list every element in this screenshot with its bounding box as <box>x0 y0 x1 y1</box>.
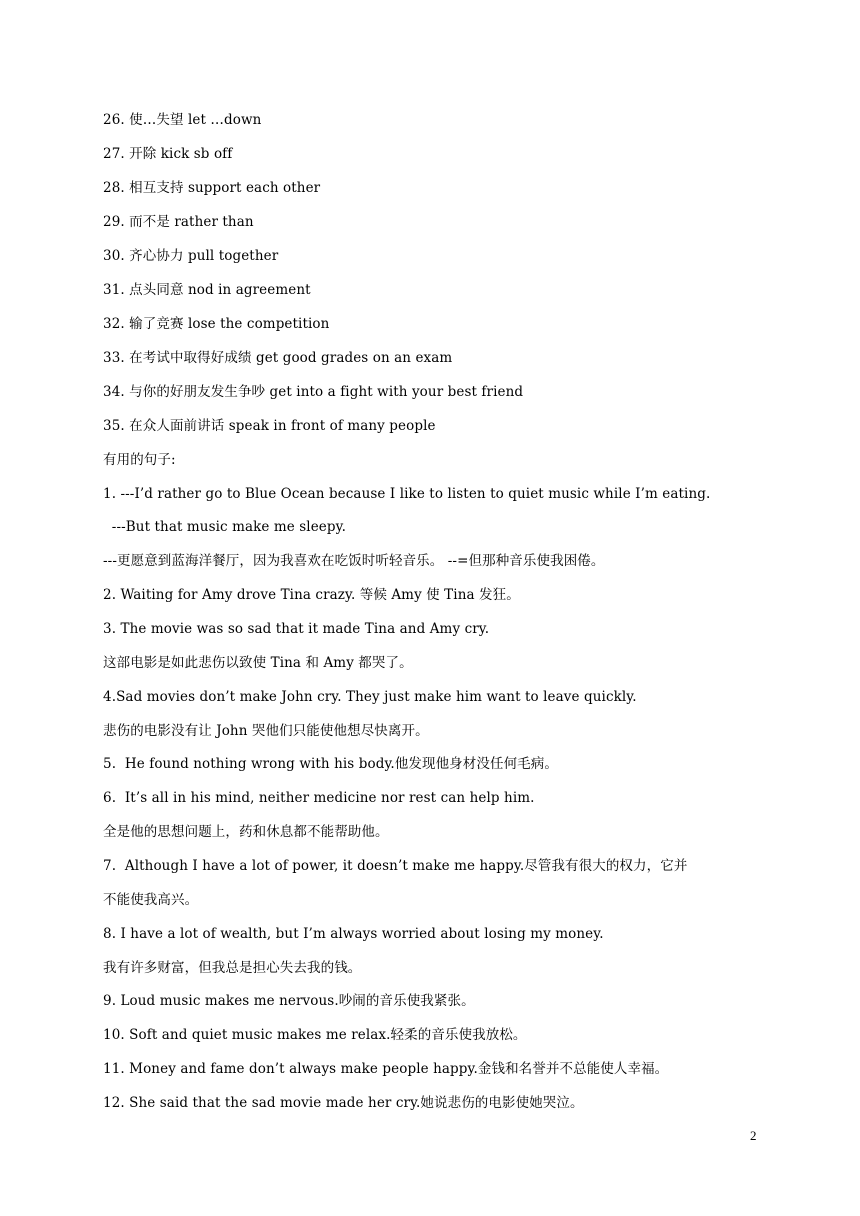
phrase-item: 35. 在众人面前讲话 speak in front of many people <box>103 418 436 434</box>
section-heading: 有用的句子: <box>103 452 176 468</box>
sentence-line: 我有许多财富，但我总是担心失去我的钱。 <box>103 960 362 976</box>
sentence-line: 9. Loud music makes me nervous.吵闹的音乐使我紧张。 <box>103 993 475 1009</box>
page-number: 2 <box>750 1128 757 1143</box>
sentence-line: 7. Although I have a lot of power, it doesn’t make me happy.尽管我有很大的权力，它并 <box>103 858 688 874</box>
phrase-item: 28. 相互支持 support each other <box>103 180 321 196</box>
sentence-line: 1. ---I’d rather go to Blue Ocean because I like to listen to quiet music while I’m eating. <box>103 486 711 502</box>
sentence-line: 12. She said that the sad movie made her cry.她说悲伤的电影使她哭泣。 <box>103 1095 584 1111</box>
sentence-line: ---But that music make me sleepy. <box>103 519 346 535</box>
phrase-item: 34. 与你的好朋友发生争吵 get into a fight with your best friend <box>103 384 524 400</box>
phrase-item: 30. 齐心协力 pull together <box>103 248 279 264</box>
sentence-line: 不能使我高兴。 <box>103 892 199 908</box>
sentence-line: 4.Sad movies don’t make John cry. They just make him want to leave quickly. <box>103 689 637 705</box>
phrase-item: 31. 点头同意 nod in agreement <box>103 282 311 298</box>
phrase-item: 29. 而不是 rather than <box>103 214 254 230</box>
phrase-item: 27. 开除 kick sb off <box>103 146 233 162</box>
sentence-line: ---更愿意到蓝海洋餐厅，因为我喜欢在吃饭时听轻音乐。 --=但那种音乐使我困倦。 <box>103 553 605 569</box>
sentence-line: 悲伤的电影没有让 John 哭他们只能使他想尽快离开。 <box>103 723 429 739</box>
sentence-line: 这部电影是如此悲伤以致使 Tina 和 Amy 都哭了。 <box>103 655 413 671</box>
sentence-line: 全是他的思想问题上，药和休息都不能帮助他。 <box>103 824 389 840</box>
phrase-item: 33. 在考试中取得好成绩 get good grades on an exam <box>103 350 453 366</box>
sentence-line: 11. Money and fame don’t always make people happy.金钱和名誉并不总能使人幸福。 <box>103 1061 669 1077</box>
sentence-line: 2. Waiting for Amy drove Tina crazy. 等候 Amy 使 Tina 发狂。 <box>103 587 520 603</box>
sentence-line: 10. Soft and quiet music makes me relax.轻柔的音乐使我放松。 <box>103 1027 527 1043</box>
phrase-item: 32. 输了竞赛 lose the competition <box>103 316 330 332</box>
sentence-line: 8. I have a lot of wealth, but I’m always worried about losing my money. <box>103 926 604 942</box>
sentence-line: 3. The movie was so sad that it made Tina and Amy cry. <box>103 621 490 637</box>
sentence-line: 6. It’s all in his mind, neither medicine nor rest can help him. <box>103 790 535 806</box>
phrase-item: 26. 使…失望 let …down <box>103 112 262 128</box>
sentence-line: 5. He found nothing wrong with his body.他发现他身材没任何毛病。 <box>103 756 558 772</box>
